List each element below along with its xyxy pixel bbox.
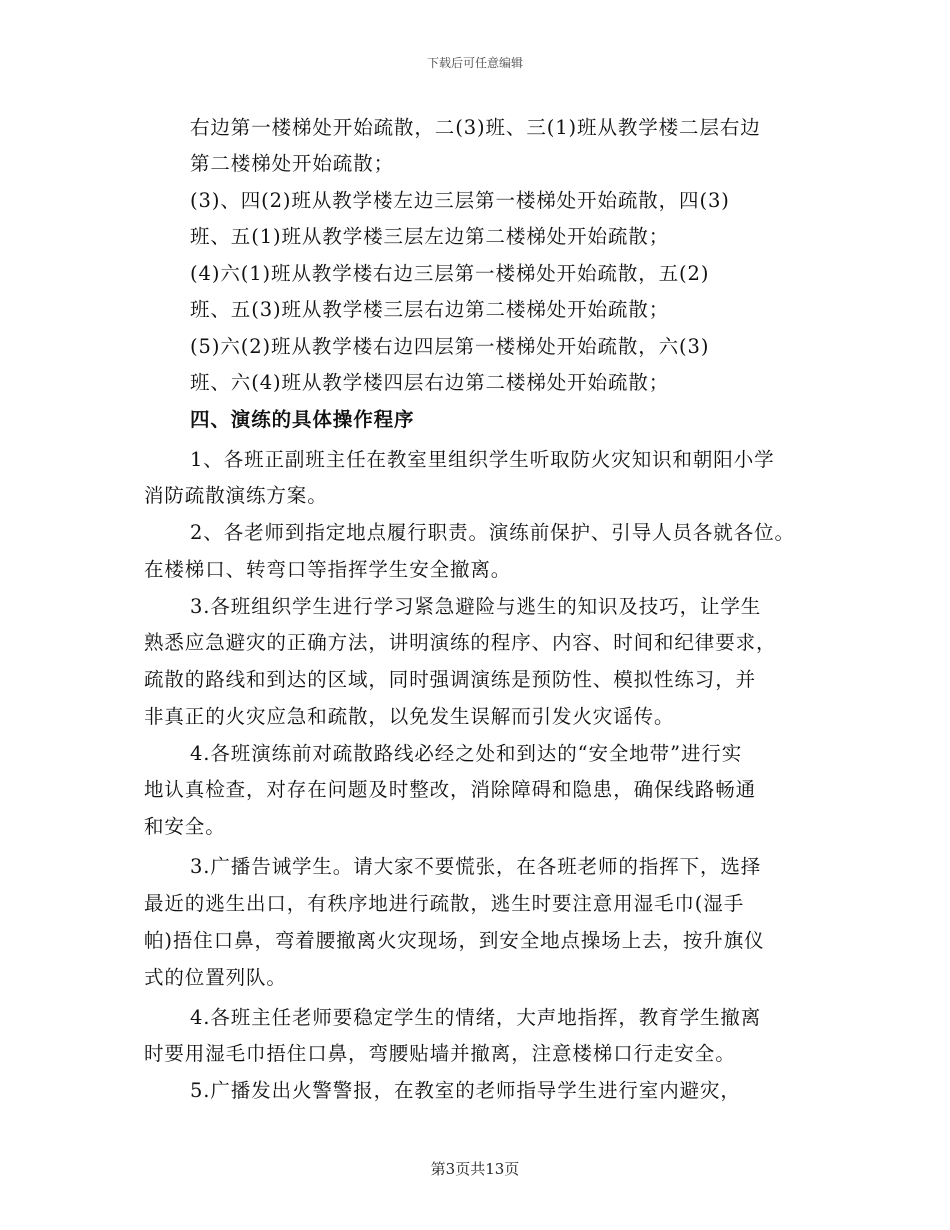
text-line: (3)、四(2)班从教学楼左边三层第一楼梯处开始疏散，四(3) [190, 189, 730, 212]
text-line: 班、五(3)班从教学楼三层右边第二楼梯处开始疏散； [190, 298, 670, 321]
text-line: 5.广播发出火警警报，在教室的老师指导学生进行室内避灾， [190, 1079, 741, 1102]
text-line: 4.各班演练前对疏散路线必经之处和到达的“安全地带”进行实 [190, 742, 743, 765]
text-line: (5)六(2)班从教学楼右边四层第一楼梯处开始疏散，六(3) [190, 335, 710, 358]
text-line: (4)六(1)班从教学楼右边三层第一楼梯处开始疏散，五(2) [190, 262, 710, 285]
text-line: 4.各班主任老师要稳定学生的情绪，大声地指挥，教育学生撤离 [190, 1006, 762, 1029]
text-line: 第二楼梯处开始疏散； [190, 152, 395, 175]
text-line: 1、各班正副班主任在教室里组织学生听取防火灾知识和朝阳小学 [190, 448, 775, 471]
section-heading: 四、演练的具体操作程序 [190, 408, 415, 431]
text-line: 地认真检查，对存在问题及时整改，消除障碍和隐患，确保线路畅通 [144, 778, 757, 801]
text-line: 2、各老师到指定地点履行职责。演练前保护、引导人员各就各位。 [190, 521, 795, 544]
text-line: 非真正的火灾应急和疏散，以免发生误解而引发火灾谣传。 [144, 705, 675, 728]
text-line: 右边第一楼梯处开始疏散，二(3)班、三(1)班从教学楼二层右边 [190, 116, 761, 139]
text-line: 消防疏散演练方案。 [144, 484, 328, 507]
text-line: 最近的逃生出口，有秩序地进行疏散，逃生时要注意用湿毛巾(湿手 [144, 892, 745, 915]
text-line: 3.广播告诫学生。请大家不要慌张，在各班老师的指挥下，选择 [190, 855, 762, 878]
text-line: 3.各班组织学生进行学习紧急避险与逃生的知识及技巧，让学生 [190, 595, 762, 618]
text-line: 疏散的路线和到达的区域，同时强调演练是预防性、模拟性练习，并 [144, 668, 757, 691]
text-line: 帕)捂住口鼻，弯着腰撤离火灾现场，到安全地点操场上去，按升旗仪 [144, 929, 765, 952]
page-number: 第3页共13页 [430, 1160, 520, 1178]
text-line: 班、五(1)班从教学楼三层左边第二楼梯处开始疏散； [190, 225, 670, 248]
text-line: 班、六(4)班从教学楼四层右边第二楼梯处开始疏散； [190, 371, 670, 394]
text-line: 时要用湿毛巾捂住口鼻，弯腰贴墙并撤离，注意楼梯口行走安全。 [144, 1042, 736, 1065]
text-line: 熟悉应急避灾的正确方法，讲明演练的程序、内容、时间和纪律要求， [144, 631, 777, 654]
text-line: 式的位置列队。 [144, 966, 287, 989]
text-line: 在楼梯口、转弯口等指挥学生安全撤离。 [144, 558, 512, 581]
text-line: 和安全。 [144, 815, 226, 838]
page-header: 下载后可任意编辑 [426, 56, 523, 70]
